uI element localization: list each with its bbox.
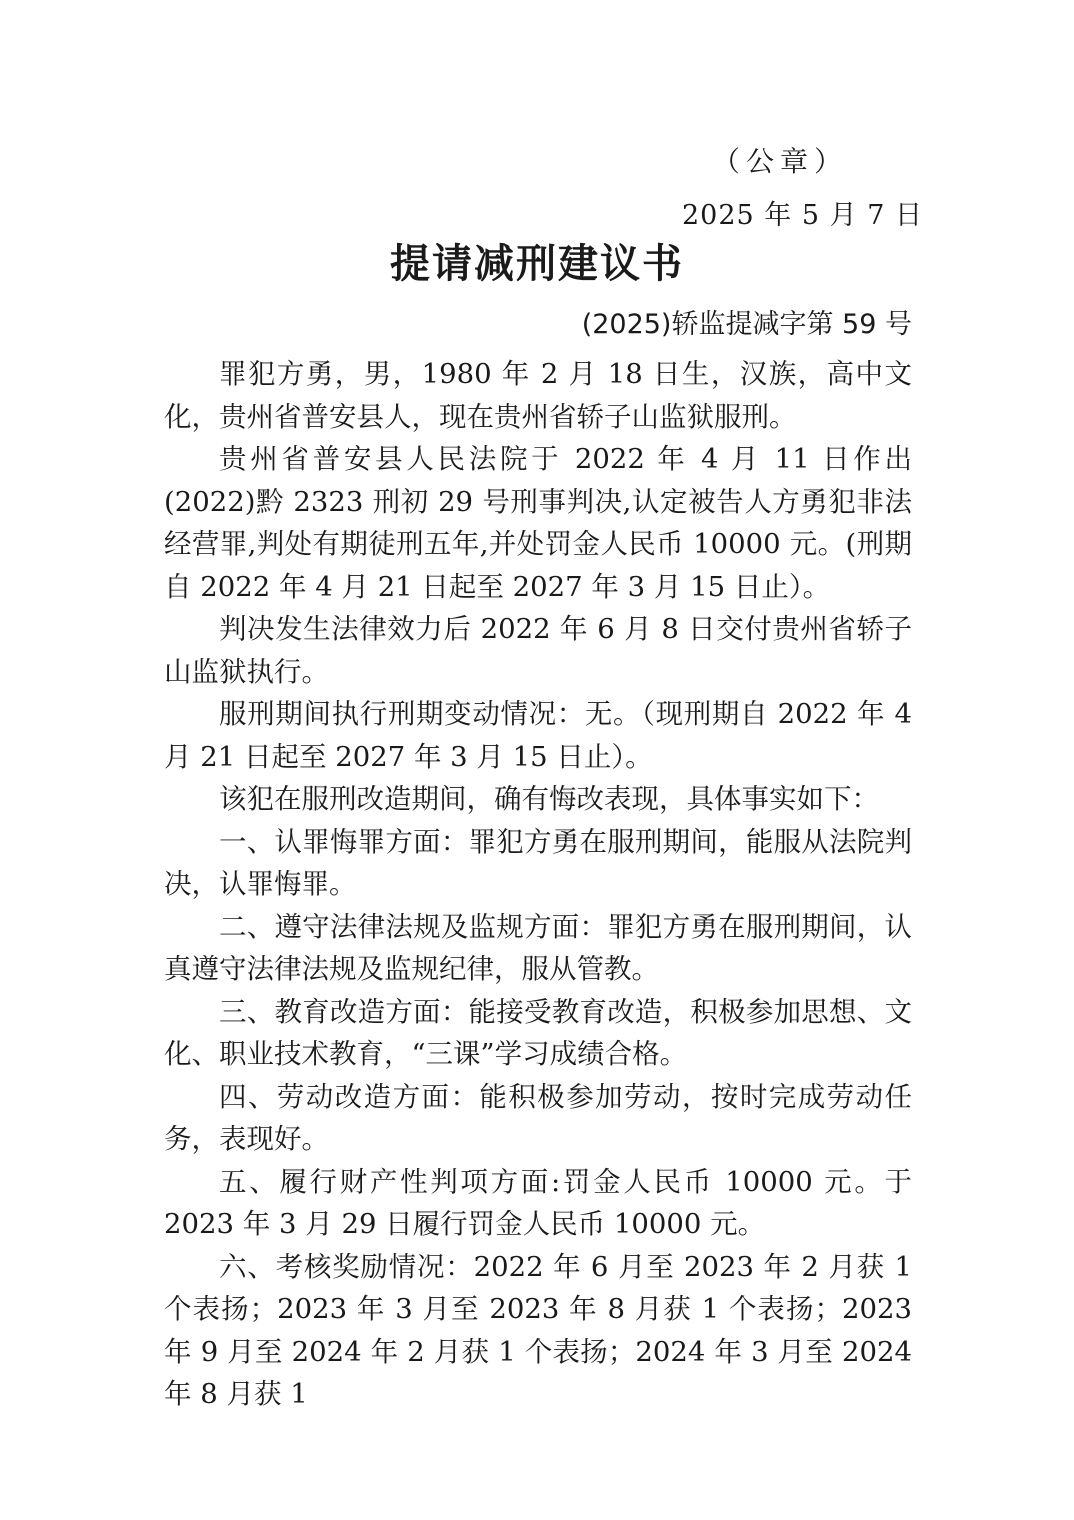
seal-placeholder: （公章） [712,145,849,178]
paragraph-delivery: 判决发生法律效力后 2022 年 6 月 8 日交付贵州省轿子山监狱执行。 [164,613,912,688]
document-title: 提请减刑建议书 [390,240,684,287]
document-body [164,353,912,1416]
paragraph-plea: 一、认罪悔罪方面：罪犯方勇在服刑期间，能服从法院判决，认罪悔罪。 [164,825,912,900]
paragraph-property-penalty: 五、履行财产性判项方面:罚金人民币 10000 元。于 2023 年 3 月 29 日履行罚金人民币 10000 元。 [164,1165,912,1240]
paragraph-judgment: 贵州省普安县人民法院于 2022 年 4 月 11 日作出(2022)黔 2323 刑初 29 号刑事判决,认定被告人方勇犯非法经营罪,判处有期徒刑五年,并处罚金人民币 10000 元。(刑期自 2022 年 4 月 21 日起至 2027 年 3 月 15 日止）。 [164,443,912,603]
paragraph-sentence-changes: 服刑期间执行刑期变动情况：无。（现刑期自 2022 年 4 月 21 日起至 2027 年 3 月 15 日止）。 [164,698,912,773]
paragraph-repentance-intro: 该犯在服刑改造期间，确有悔改表现，具体事实如下： [219,783,879,815]
paragraph-education: 三、教育改造方面：能接受教育改造，积极参加思想、文化、职业技术教育，“三课”学习成绩合格。 [164,995,912,1070]
paragraph-labor: 四、劳动改造方面：能积极参加劳动，按时完成劳动任务，表现好。 [164,1080,912,1155]
document-number: (2025)轿监提减字第 59 号 [581,309,912,340]
paragraph-law-compliance: 二、遵守法律法规及监规方面：罪犯方勇在服刑期间，认真遵守法律法规及监规纪律，服从管教。 [164,910,912,985]
document-date: 2025 年 5 月 7 日 [682,200,923,231]
paragraph-criminal-info: 罪犯方勇，男，1980 年 2 月 18 日生，汉族，高中文化，贵州省普安县人，现在贵州省轿子山监狱服刑。 [164,358,912,433]
paragraph-rewards: 六、考核奖励情况：2022 年 6 月至 2023 年 2 月获 1 个表扬；2023 年 3 月至 2023 年 8 月获 1 个表扬；2023 年 9 月至 2024 年 2 月获 1 个表扬；2024 年 3 月至 2024 年 8 月获 1 [164,1250,912,1410]
